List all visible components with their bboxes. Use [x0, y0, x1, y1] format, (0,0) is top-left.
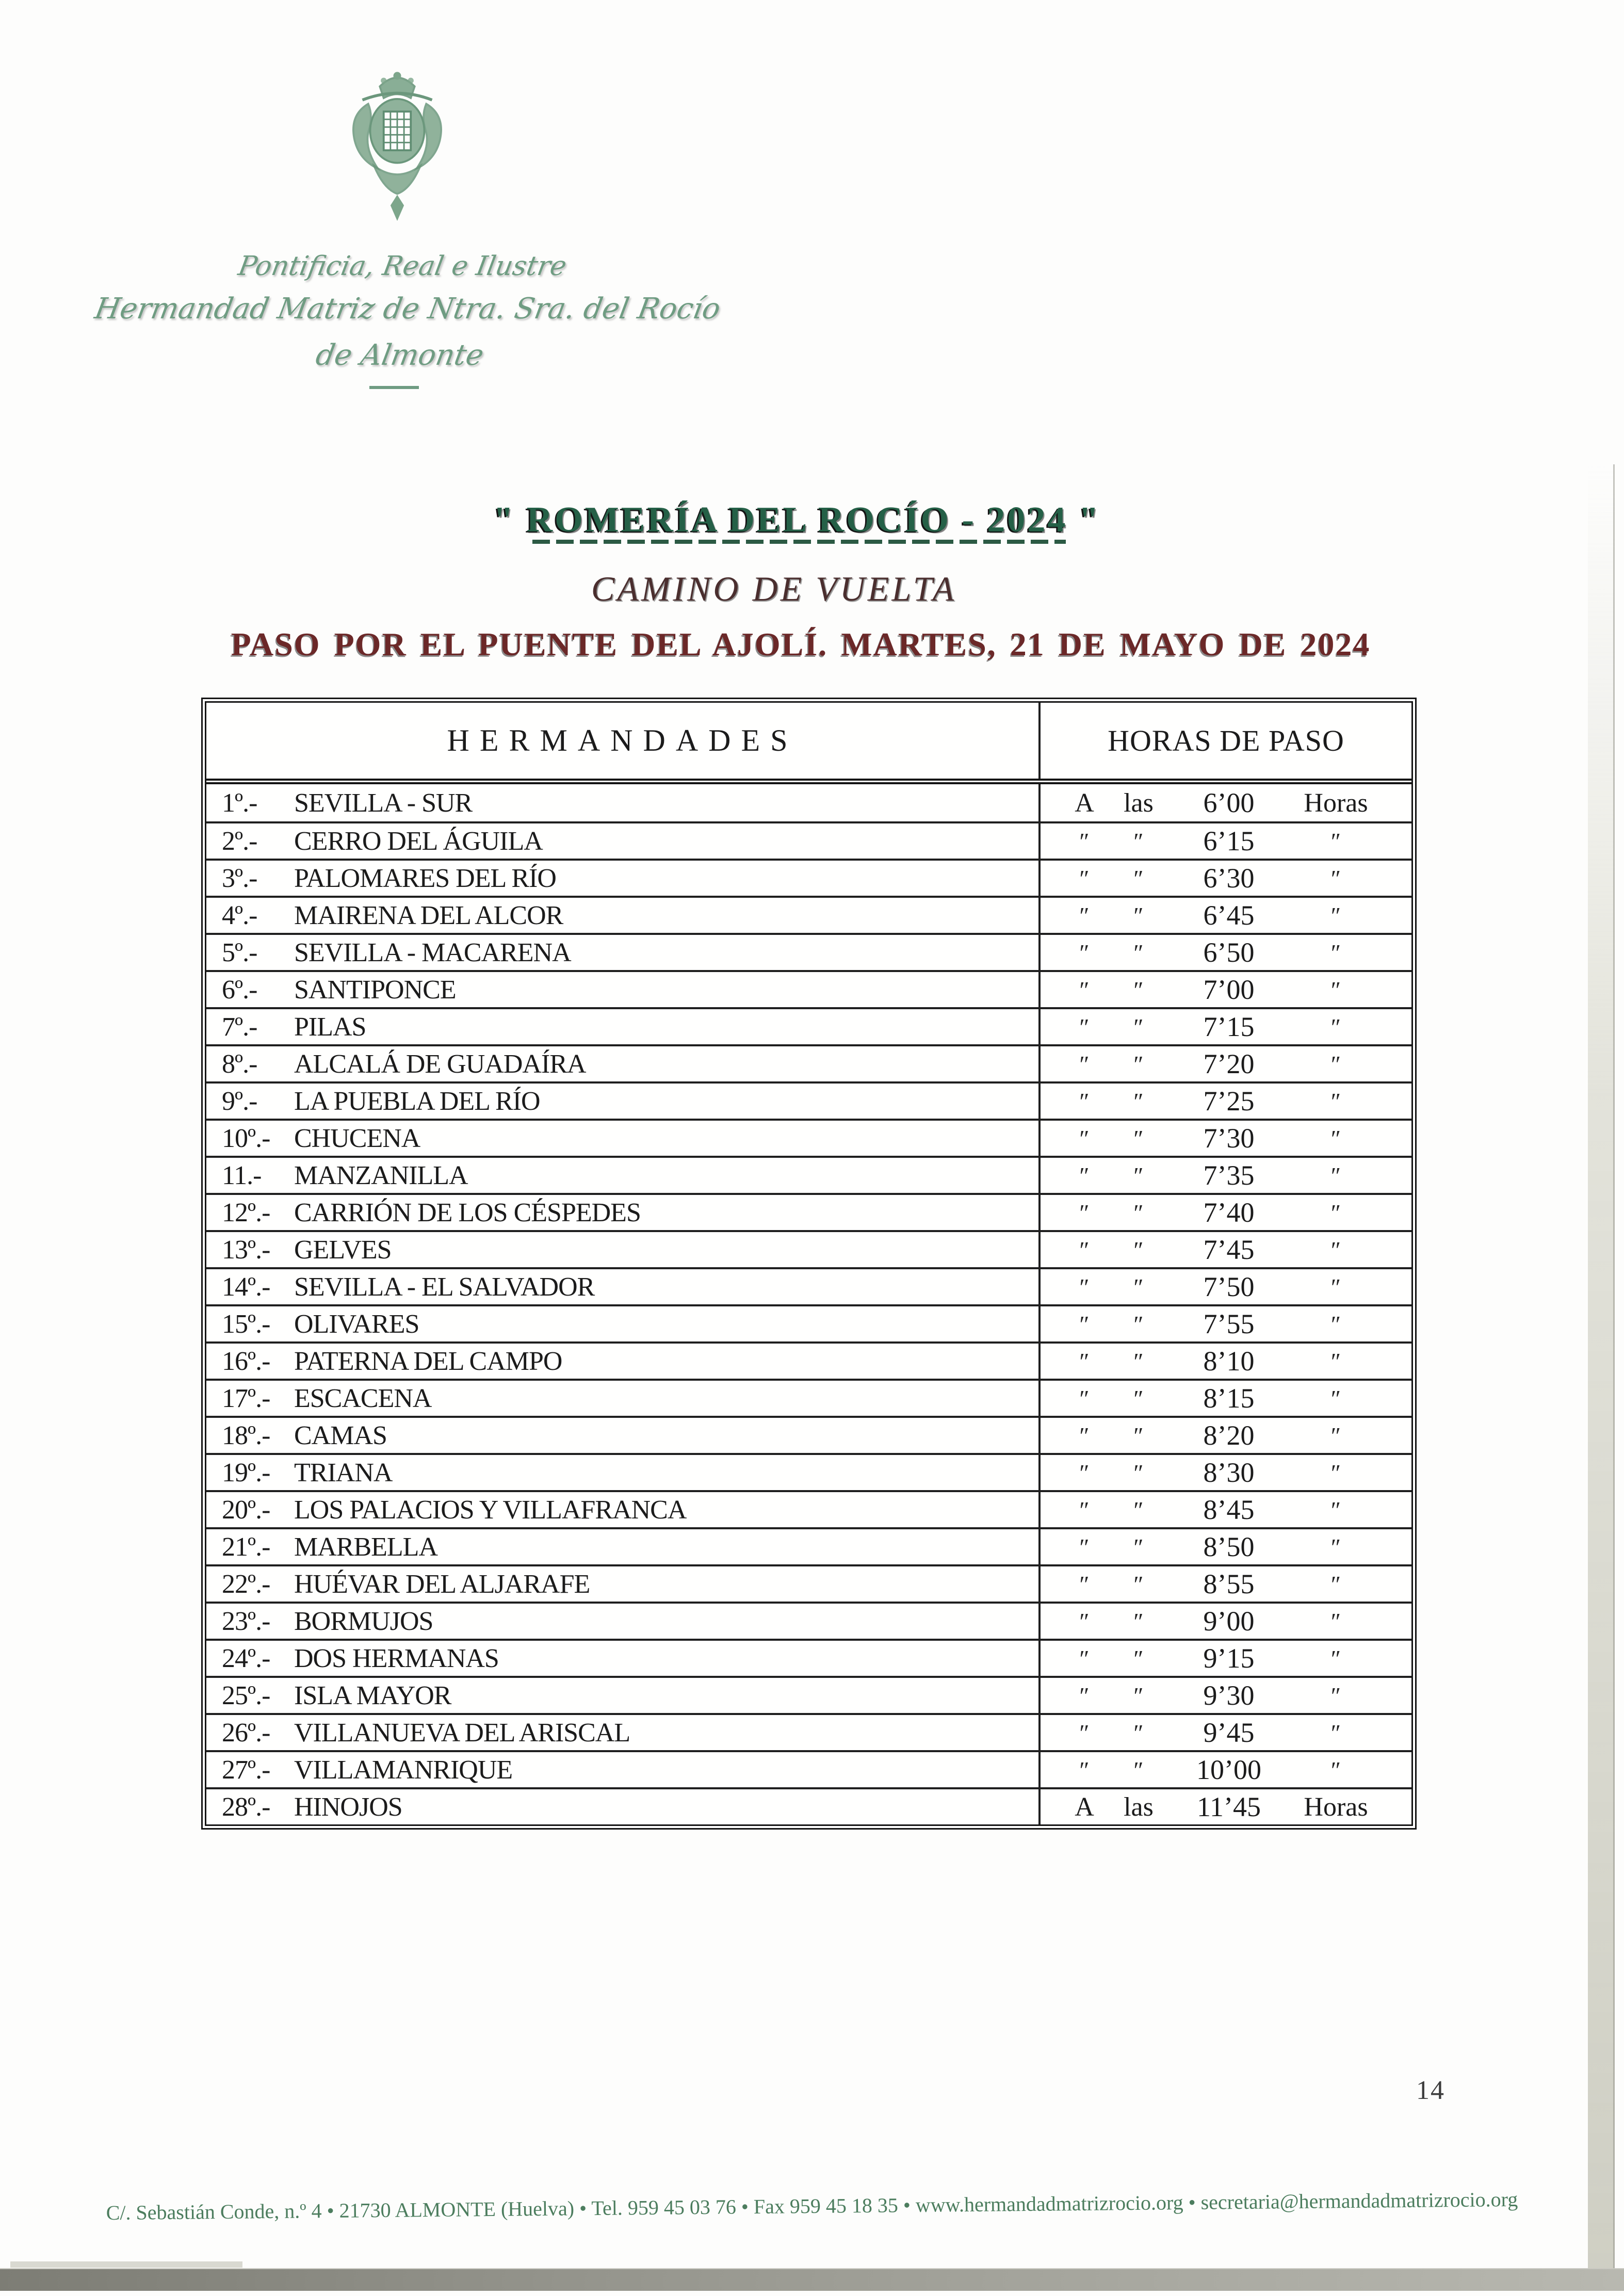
row-number: 16º.- — [222, 1346, 270, 1376]
ditto-mark: ″ — [1079, 865, 1090, 892]
hermandad-name: BORMUJOS — [294, 1606, 433, 1636]
hermandad-cell — [206, 823, 1038, 859]
ditto-mark: ″ — [1133, 865, 1144, 892]
time-cell — [1038, 784, 1411, 821]
table-row — [206, 859, 1411, 896]
hermandad-name: MARBELLA — [294, 1532, 437, 1562]
subtitle-camino-de-vuelta: CAMINO DE VUELTA — [591, 569, 957, 608]
row-number: 20º.- — [222, 1495, 270, 1525]
hermandad-cell — [206, 1158, 1038, 1193]
ditto-mark: ″ — [1133, 1645, 1144, 1672]
ditto-mark: ″ — [1133, 1422, 1144, 1449]
header-script-line-1: Pontificia, Real e Ilustre — [236, 251, 569, 282]
table-row — [206, 1379, 1411, 1416]
time-value: 10’00 — [1196, 1754, 1261, 1785]
hermandad-name: TRIANA — [294, 1458, 393, 1487]
hermandad-cell — [206, 1009, 1038, 1044]
time-value: 8’50 — [1203, 1531, 1255, 1562]
hermandad-cell — [206, 1566, 1038, 1602]
hermandad-name: GELVES — [294, 1235, 392, 1265]
time-cell — [1038, 898, 1411, 933]
hermandad-name: VILLAMANRIQUE — [294, 1755, 513, 1785]
ditto-mark: ″ — [1133, 1608, 1144, 1635]
hermandad-cell — [206, 1715, 1038, 1750]
ditto-mark: ″ — [1330, 1125, 1341, 1152]
time-prefix-las: las — [1124, 788, 1154, 818]
hermandad-cell — [206, 1232, 1038, 1267]
hermandad-name: MANZANILLA — [294, 1160, 468, 1190]
ditto-mark: ″ — [1133, 976, 1144, 1003]
ditto-mark: ″ — [1330, 1682, 1341, 1709]
ditto-mark: ″ — [1330, 1088, 1341, 1114]
time-value: 6’45 — [1203, 900, 1255, 931]
row-number: 9º.- — [222, 1086, 257, 1116]
ditto-mark: ″ — [1133, 1682, 1144, 1709]
time-value: 6’50 — [1203, 937, 1255, 968]
hermandad-name: PATERNA DEL CAMPO — [294, 1346, 562, 1376]
time-cell — [1038, 1641, 1411, 1676]
table-header-row — [206, 703, 1411, 784]
footer-contact-line: C/. Sebastián Conde, n.º 4 • 21730 ALMONTE (Huelva) • Tel. 959 45 03 76 • Fax 959 45 18 35 • www.hermandadmatrizrocio.org • secretaria@hermandadmatrizrocio.org — [106, 2187, 1518, 2225]
hermandad-name: CHUCENA — [294, 1123, 420, 1153]
time-value: 6’15 — [1203, 826, 1255, 856]
row-number: 10º.- — [222, 1123, 270, 1153]
table-row — [206, 1007, 1411, 1044]
table-row — [206, 1713, 1411, 1750]
row-number: 28º.- — [222, 1792, 270, 1822]
time-value: 6’00 — [1203, 787, 1255, 818]
row-number: 11.- — [222, 1160, 262, 1190]
hermandad-cell — [206, 1121, 1038, 1156]
time-cell — [1038, 1344, 1411, 1379]
ditto-mark: ″ — [1330, 1496, 1341, 1523]
time-cell — [1038, 1121, 1411, 1156]
table-row — [206, 1676, 1411, 1713]
table-row — [206, 1527, 1411, 1564]
time-cell — [1038, 1715, 1411, 1750]
hermandad-cell — [206, 1455, 1038, 1490]
table-row — [206, 1787, 1411, 1824]
row-number: 23º.- — [222, 1606, 270, 1636]
row-number: 21º.- — [222, 1532, 270, 1562]
hermandad-cell — [206, 1418, 1038, 1453]
ditto-mark: ″ — [1330, 902, 1341, 929]
time-value: 7’15 — [1203, 1011, 1255, 1042]
ditto-mark: ″ — [1133, 1125, 1144, 1152]
row-number: 18º.- — [222, 1420, 270, 1450]
ditto-mark: ″ — [1133, 1459, 1144, 1486]
ditto-mark: ″ — [1133, 1162, 1144, 1189]
hermandad-crest-icon — [325, 67, 469, 222]
hermandad-name: LA PUEBLA DEL RÍO — [294, 1086, 540, 1116]
hermandad-name: SEVILLA - MACARENA — [294, 937, 571, 967]
row-number: 22º.- — [222, 1569, 270, 1599]
ditto-mark: ″ — [1079, 1645, 1090, 1672]
time-cell — [1038, 1566, 1411, 1602]
ditto-mark: ″ — [1330, 939, 1341, 966]
ditto-mark: ″ — [1330, 865, 1341, 892]
time-value: 6’30 — [1203, 863, 1255, 894]
ditto-mark: ″ — [1133, 1533, 1144, 1560]
hermandad-name: LOS PALACIOS Y VILLAFRANCA — [294, 1495, 687, 1525]
hermandad-name: HUÉVAR DEL ALJARAFE — [294, 1569, 590, 1599]
ditto-mark: ″ — [1079, 939, 1090, 966]
row-number: 5º.- — [222, 937, 257, 967]
hermandad-cell — [206, 1604, 1038, 1639]
time-value: 7’25 — [1203, 1086, 1255, 1117]
subtitle-paso-puente-ajoli: PASO POR EL PUENTE DEL AJOLÍ. MARTES, 21 DE MAYO DE 2024 — [231, 626, 1371, 662]
row-number: 1º.- — [222, 788, 257, 818]
time-value: 7’35 — [1203, 1160, 1255, 1191]
ditto-mark: ″ — [1330, 1385, 1341, 1412]
hermandad-cell — [206, 935, 1038, 970]
header-script-line-2: Hermandad Matriz de Ntra. Sra. del Rocío — [92, 292, 723, 326]
table-row — [206, 1156, 1411, 1193]
ditto-mark: ″ — [1079, 1571, 1090, 1597]
hermandad-name: DOS HERMANAS — [294, 1643, 499, 1673]
time-value: 9’30 — [1203, 1680, 1255, 1711]
ditto-mark: ″ — [1079, 1385, 1090, 1412]
hermandad-name: CARRIÓN DE LOS CÉSPEDES — [294, 1198, 641, 1227]
ditto-mark: ″ — [1079, 1162, 1090, 1189]
row-number: 2º.- — [222, 826, 257, 856]
time-value: 7’45 — [1203, 1234, 1255, 1265]
ditto-mark: ″ — [1330, 1311, 1341, 1337]
table-row — [206, 1081, 1411, 1119]
table-row — [206, 1304, 1411, 1341]
ditto-mark: ″ — [1079, 1013, 1090, 1040]
time-cell — [1038, 1604, 1411, 1639]
hermandad-name: CAMAS — [294, 1420, 387, 1450]
row-number: 24º.- — [222, 1643, 270, 1673]
ditto-mark: ″ — [1079, 1050, 1090, 1077]
ditto-mark: ″ — [1079, 976, 1090, 1003]
time-value: 7’55 — [1203, 1308, 1255, 1339]
hermandad-cell — [206, 784, 1038, 821]
ditto-mark: ″ — [1133, 939, 1144, 966]
row-number: 15º.- — [222, 1309, 270, 1339]
ditto-mark: ″ — [1330, 1050, 1341, 1077]
time-value: 7’00 — [1203, 974, 1255, 1005]
table-row — [206, 821, 1411, 859]
table-row — [206, 1564, 1411, 1602]
ditto-mark: ″ — [1330, 1236, 1341, 1263]
row-number: 17º.- — [222, 1383, 270, 1413]
ditto-mark: ″ — [1330, 1422, 1341, 1449]
time-value: 9’00 — [1203, 1606, 1255, 1637]
ditto-mark: ″ — [1079, 1348, 1090, 1375]
time-cell — [1038, 1529, 1411, 1564]
time-value: 7’20 — [1203, 1048, 1255, 1079]
ditto-mark: ″ — [1133, 1273, 1144, 1300]
time-cell — [1038, 1046, 1411, 1081]
scan-artifact-strip — [10, 2261, 242, 2268]
time-cell — [1038, 1232, 1411, 1267]
ditto-mark: ″ — [1330, 1719, 1341, 1746]
ditto-mark: ″ — [1330, 1273, 1341, 1300]
row-number: 4º.- — [222, 900, 257, 930]
time-value: 11’45 — [1197, 1791, 1261, 1822]
table-body — [206, 784, 1411, 1824]
hermandad-cell — [206, 1046, 1038, 1081]
ditto-mark: ″ — [1079, 1088, 1090, 1114]
time-value: 8’10 — [1203, 1346, 1255, 1377]
ditto-mark: ″ — [1079, 1533, 1090, 1560]
time-value: 7’30 — [1203, 1123, 1255, 1154]
hermandad-cell — [206, 898, 1038, 933]
table-row — [206, 933, 1411, 970]
hermandad-name: SANTIPONCE — [294, 975, 456, 1005]
ditto-mark: ″ — [1133, 1719, 1144, 1746]
time-cell — [1038, 1009, 1411, 1044]
ditto-mark: ″ — [1079, 1311, 1090, 1337]
hermandad-cell — [206, 1195, 1038, 1230]
ditto-mark: ″ — [1330, 1533, 1341, 1560]
row-number: 27º.- — [222, 1755, 270, 1785]
table-row — [206, 1193, 1411, 1230]
time-value: 8’20 — [1203, 1420, 1255, 1451]
table-row — [206, 1639, 1411, 1676]
table-row — [206, 1230, 1411, 1267]
hermandad-cell — [206, 1381, 1038, 1416]
ditto-mark: ″ — [1079, 1199, 1090, 1226]
ditto-mark: ″ — [1079, 1422, 1090, 1449]
row-number: 3º.- — [222, 863, 257, 893]
table-row — [206, 1416, 1411, 1453]
ditto-mark: ″ — [1079, 1125, 1090, 1152]
table-row — [206, 1750, 1411, 1787]
ditto-mark: ″ — [1133, 1088, 1144, 1114]
ditto-mark: ″ — [1079, 828, 1090, 854]
hermandad-cell — [206, 1752, 1038, 1787]
row-number: 26º.- — [222, 1718, 270, 1748]
ditto-mark: ″ — [1133, 1311, 1144, 1337]
time-cell — [1038, 1269, 1411, 1304]
time-value: 8’45 — [1203, 1494, 1255, 1525]
header-divider-dash — [369, 386, 419, 389]
time-cell — [1038, 823, 1411, 859]
row-number: 13º.- — [222, 1235, 270, 1265]
time-cell — [1038, 861, 1411, 896]
hermandad-name: HINOJOS — [294, 1792, 402, 1822]
table-row — [206, 1044, 1411, 1081]
ditto-mark: ″ — [1330, 1013, 1341, 1040]
time-value: 7’50 — [1203, 1271, 1255, 1302]
hermandad-cell — [206, 1678, 1038, 1713]
ditto-mark: ″ — [1330, 1608, 1341, 1635]
time-cell — [1038, 972, 1411, 1007]
hermandad-cell — [206, 1269, 1038, 1304]
table-row — [206, 970, 1411, 1007]
row-number: 14º.- — [222, 1272, 270, 1302]
time-cell — [1038, 1678, 1411, 1713]
time-cell — [1038, 1789, 1411, 1824]
hermandad-cell — [206, 1529, 1038, 1564]
title-dashed-underline — [532, 540, 1066, 544]
ditto-mark: ″ — [1079, 1682, 1090, 1709]
ditto-mark: ″ — [1133, 1050, 1144, 1077]
table-row — [206, 1602, 1411, 1639]
table-row — [206, 1453, 1411, 1490]
time-cell — [1038, 1158, 1411, 1193]
table-row — [206, 896, 1411, 933]
time-cell — [1038, 1195, 1411, 1230]
hermandad-name: MAIRENA DEL ALCOR — [294, 900, 563, 930]
ditto-mark: ″ — [1079, 1273, 1090, 1300]
hermandad-cell — [206, 1641, 1038, 1676]
hermandad-name: ESCACENA — [294, 1383, 432, 1413]
table-row — [206, 1341, 1411, 1379]
table-row — [206, 784, 1411, 821]
ditto-mark: ″ — [1079, 902, 1090, 929]
hermandad-name: SEVILLA - SUR — [294, 788, 473, 818]
ditto-mark: ″ — [1133, 1496, 1144, 1523]
ditto-mark: ″ — [1133, 1756, 1144, 1783]
ditto-mark: ″ — [1133, 902, 1144, 929]
ditto-mark: ″ — [1133, 1385, 1144, 1412]
row-number: 7º.- — [222, 1012, 257, 1042]
hermandad-name: ISLA MAYOR — [294, 1680, 451, 1710]
time-suffix-horas: Horas — [1304, 788, 1368, 818]
ditto-mark: ″ — [1133, 828, 1144, 854]
time-cell — [1038, 1492, 1411, 1527]
ditto-mark: ″ — [1133, 1571, 1144, 1597]
hermandad-name: PILAS — [294, 1012, 366, 1042]
hermandad-name: PALOMARES DEL RÍO — [294, 863, 556, 893]
time-cell — [1038, 1752, 1411, 1787]
ditto-mark: ″ — [1133, 1348, 1144, 1375]
hermandad-cell — [206, 972, 1038, 1007]
hermandad-name: VILLANUEVA DEL ARISCAL — [294, 1718, 630, 1748]
time-value: 9’45 — [1203, 1717, 1255, 1748]
table-row — [206, 1267, 1411, 1304]
time-cell — [1038, 935, 1411, 970]
time-value: 8’30 — [1203, 1457, 1255, 1488]
ditto-mark: ″ — [1330, 828, 1341, 854]
time-cell — [1038, 1455, 1411, 1490]
time-prefix-a: A — [1075, 1792, 1094, 1822]
hermandad-cell — [206, 1492, 1038, 1527]
time-value: 8’55 — [1203, 1569, 1255, 1599]
time-value: 8’15 — [1203, 1383, 1255, 1414]
table-row — [206, 1119, 1411, 1156]
hermandad-name: SEVILLA - EL SALVADOR — [294, 1272, 595, 1302]
ditto-mark: ″ — [1079, 1719, 1090, 1746]
row-number: 25º.- — [222, 1680, 270, 1710]
hermandad-cell — [206, 1789, 1038, 1824]
page-number: 14 — [1416, 2076, 1445, 2105]
ditto-mark: ″ — [1133, 1236, 1144, 1263]
ditto-mark: ″ — [1079, 1236, 1090, 1263]
header-script-line-3: de Almonte — [313, 338, 486, 372]
ditto-mark: ″ — [1079, 1756, 1090, 1783]
column-header-hermandades: HERMANDADES — [447, 723, 798, 757]
ditto-mark: ″ — [1133, 1013, 1144, 1040]
hermandad-name: ALCALÁ DE GUADAÍRA — [294, 1049, 586, 1079]
ditto-mark: ″ — [1330, 1199, 1341, 1226]
hermandad-cell — [206, 1344, 1038, 1379]
ditto-mark: ″ — [1330, 1645, 1341, 1672]
hermandad-name: CERRO DEL ÁGUILA — [294, 826, 543, 856]
time-cell — [1038, 1084, 1411, 1119]
row-number: 8º.- — [222, 1049, 257, 1079]
time-suffix-horas: Horas — [1304, 1792, 1368, 1822]
time-value: 9’15 — [1203, 1643, 1255, 1674]
time-cell — [1038, 1306, 1411, 1341]
hermandad-cell — [206, 1306, 1038, 1341]
ditto-mark: ″ — [1330, 1459, 1341, 1486]
hermandad-cell — [206, 861, 1038, 896]
row-number: 6º.- — [222, 975, 257, 1005]
ditto-mark: ″ — [1330, 1756, 1341, 1783]
table-row — [206, 1490, 1411, 1527]
ditto-mark: ″ — [1079, 1496, 1090, 1523]
hermandad-cell — [206, 1084, 1038, 1119]
time-cell — [1038, 1418, 1411, 1453]
time-prefix-las: las — [1124, 1792, 1154, 1822]
time-prefix-a: A — [1075, 788, 1094, 818]
time-value: 7’40 — [1203, 1197, 1255, 1228]
ditto-mark: ″ — [1330, 1571, 1341, 1597]
scan-bottom-band — [0, 2268, 1624, 2291]
ditto-mark: ″ — [1079, 1459, 1090, 1486]
row-number: 19º.- — [222, 1458, 270, 1487]
page-title: " ROMERÍA DEL ROCÍO - 2024 " — [493, 500, 1101, 540]
ditto-mark: ″ — [1330, 1348, 1341, 1375]
scan-right-edge — [1588, 464, 1615, 2268]
hermandad-name: OLIVARES — [294, 1309, 419, 1339]
column-header-horas-de-paso: HORAS DE PASO — [1038, 703, 1411, 779]
time-cell — [1038, 1381, 1411, 1416]
schedule-table — [201, 698, 1417, 1830]
ditto-mark: ″ — [1079, 1608, 1090, 1635]
ditto-mark: ″ — [1133, 1199, 1144, 1226]
ditto-mark: ″ — [1330, 976, 1341, 1003]
ditto-mark: ″ — [1330, 1162, 1341, 1189]
row-number: 12º.- — [222, 1198, 270, 1227]
